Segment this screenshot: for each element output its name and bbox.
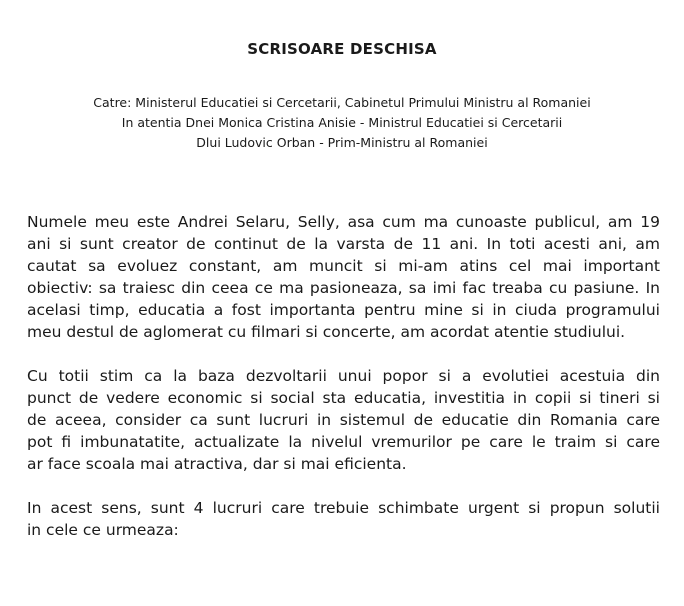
text-line: ar face scoala mai atractiva, dar si mai eficienta. (27, 455, 407, 473)
text-line: pot fi imbunatatite, actualizate la nivelul vremurilor pe care le traim si care (27, 433, 660, 451)
paragraph-proposals (27, 497, 660, 541)
text-line: ani si sunt creator de continut de la varsta de 11 ani. In toti acesti ani, am (27, 235, 660, 253)
paragraph-introduction (27, 211, 660, 343)
text-line: In acest sens, sunt 4 lucruri care trebuie schimbate urgent si propun solutii (27, 499, 660, 517)
recipients-block (0, 93, 684, 153)
letter-body (27, 211, 660, 563)
letter-title: SCRISOARE DESCHISA (247, 40, 437, 58)
paragraph-education (27, 365, 660, 475)
text-line: punct de vedere economic si social sta educatia, investitia in copii si tineri si (27, 389, 660, 407)
text-line: acelasi timp, educatia a fost importanta pentru mine si in ciuda programului (27, 301, 660, 319)
recipient-line: In atentia Dnei Monica Cristina Anisie - Ministrul Educatiei si Cercetarii (121, 115, 563, 130)
text-line: Cu totii stim ca la baza dezvoltarii unui popor si a evolutiei acestuia din (27, 367, 660, 385)
text-line: obiectiv: sa traiesc din ceea ce ma pasioneaza, sa imi fac treaba cu pasiune. In (27, 279, 660, 297)
text-line: meu destul de aglomerat cu filmari si concerte, am acordat atentie studiului. (27, 323, 626, 341)
recipient-line: Catre: Ministerul Educatiei si Cercetarii, Cabinetul Primului Ministru al Romaniei (93, 95, 591, 110)
text-line: in cele ce urmeaza: (27, 521, 179, 539)
text-line: de aceea, consider ca sunt lucruri in sistemul de educatie din Romania care (27, 411, 660, 429)
text-line: cautat sa evoluez constant, am muncit si mi-am atins cel mai important (27, 257, 660, 275)
recipient-line: Dlui Ludovic Orban - Prim-Ministru al Romaniei (196, 135, 488, 150)
text-line: Numele meu este Andrei Selaru, Selly, asa cum ma cunoaste publicul, am 19 (27, 213, 660, 231)
